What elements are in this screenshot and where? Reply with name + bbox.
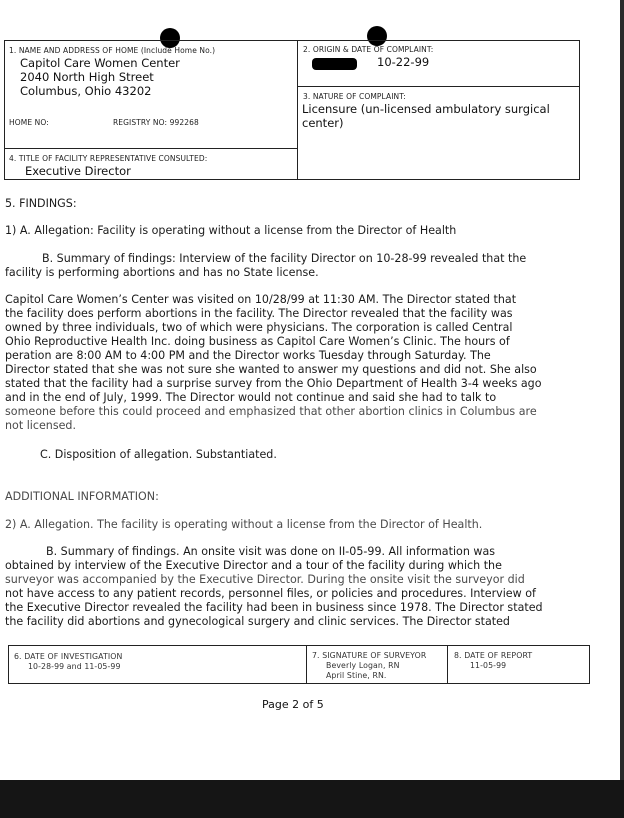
surveyor-1: Beverly Logan, RN — [326, 661, 400, 670]
home-city: Columbus, Ohio 43202 — [20, 84, 152, 98]
box-divider-right-horizontal — [297, 86, 579, 87]
disposition-1: C. Disposition of allegation. Substantiated. — [40, 448, 277, 461]
paragraph-line-9: someone before this could proceed and emphasized that other abortion clinics in Columbus are — [5, 405, 537, 418]
summary-2-line-2: obtained by interview of the Executive Director and a tour of the facility during which the — [5, 559, 502, 572]
paragraph-line-3: owned by three individuals, two of which were physicians. The corporation is called Central — [5, 321, 513, 334]
box1-label: 1. NAME AND ADDRESS OF HOME (Include Home No.) — [9, 46, 216, 55]
home-street: 2040 North High Street — [20, 70, 154, 84]
box-divider-left-horizontal — [4, 148, 298, 149]
home-name: Capitol Care Women Center — [20, 56, 180, 70]
paragraph-line-10: not licensed. — [5, 419, 76, 432]
paragraph-line-7: stated that the facility had a surprise survey from the Ohio Department of Health 3-4 weeks ago — [5, 377, 542, 390]
paragraph-line-4: Ohio Reproductive Health Inc. doing business as Capitol Care Women’s Clinic. The hours of — [5, 335, 510, 348]
allegation-2: 2) A. Allegation. The facility is operating without a license from the Director of Health. — [5, 518, 483, 531]
representative-title: Executive Director — [25, 164, 131, 178]
allegation-1: 1) A. Allegation: Facility is operating without a license from the Director of Health — [5, 224, 457, 237]
summary-2-line-5: the Executive Director revealed the facility had been in business since 1978. The Director stated — [5, 601, 543, 614]
paragraph-line-8: and in the end of July, 1999. The Director would not continue and said she had to talk to — [5, 391, 497, 404]
home-no-label: HOME NO: — [9, 118, 49, 127]
scan-edge-right — [620, 0, 624, 780]
box6-label: 6. DATE OF INVESTIGATION — [14, 652, 123, 661]
paragraph-line-5: peration are 8:00 AM to 4:00 PM and the Director works Tuesday through Saturday. The — [5, 349, 491, 362]
summary-1-line-1: B. Summary of findings: Interview of the facility Director on 10-28-99 revealed that the — [42, 252, 527, 265]
nature-line-2: center) — [302, 116, 344, 130]
nature-line-1: Licensure (un-licensed ambulatory surgical — [302, 102, 550, 116]
surveyor-2: April Stine, RN. — [326, 671, 387, 680]
summary-2-line-3: surveyor was accompanied by the Executive Director. During the onsite visit the surveyor did — [5, 573, 525, 586]
paragraph-line-6: Director stated that she was not sure she wanted to answer my questions and did not. She also — [5, 363, 537, 376]
investigation-dates: 10-28-99 and 11-05-99 — [28, 662, 121, 671]
box-divider-vertical — [297, 40, 298, 179]
box8-label: 8. DATE OF REPORT — [454, 651, 533, 660]
report-date: 11-05-99 — [470, 661, 507, 670]
page-number: Page 2 of 5 — [262, 698, 324, 711]
summary-1-line-2: facility is performing abortions and has no State license. — [5, 266, 319, 279]
summary-2-line-6: the facility did abortions and gynecological surgery and clinic services. The Director stated — [5, 615, 510, 628]
paragraph-line-2: the facility does perform abortions in the facility. The Director revealed that the facility was — [5, 307, 513, 320]
registry-no: REGISTRY NO: 992268 — [113, 118, 199, 127]
box4-label: 4. TITLE OF FACILITY REPRESENTATIVE CONSULTED: — [9, 154, 208, 163]
complaint-date: 10-22-99 — [377, 55, 430, 69]
footer-divider-2 — [447, 645, 448, 683]
box3-label: 3. NATURE OF COMPLAINT: — [303, 92, 406, 101]
summary-2-line-1: B. Summary of findings. An onsite visit was done on II-05-99. All information was — [46, 545, 496, 558]
additional-info-heading: ADDITIONAL INFORMATION: — [5, 490, 159, 503]
summary-2-line-4: not have access to any patient records, personnel files, or policies and procedures. Interview of — [5, 587, 536, 600]
paragraph-line-1: Capitol Care Women’s Center was visited on 10/28/99 at 11:30 AM. The Director stated that — [5, 293, 517, 306]
box2-label: 2. ORIGIN & DATE OF COMPLAINT: — [303, 45, 434, 54]
redaction-mark — [312, 58, 357, 70]
scan-edge-bottom — [0, 780, 624, 818]
box7-label: 7. SIGNATURE OF SURVEYOR — [312, 651, 427, 660]
findings-heading: 5. FINDINGS: — [5, 197, 77, 210]
footer-divider-1 — [306, 645, 307, 683]
